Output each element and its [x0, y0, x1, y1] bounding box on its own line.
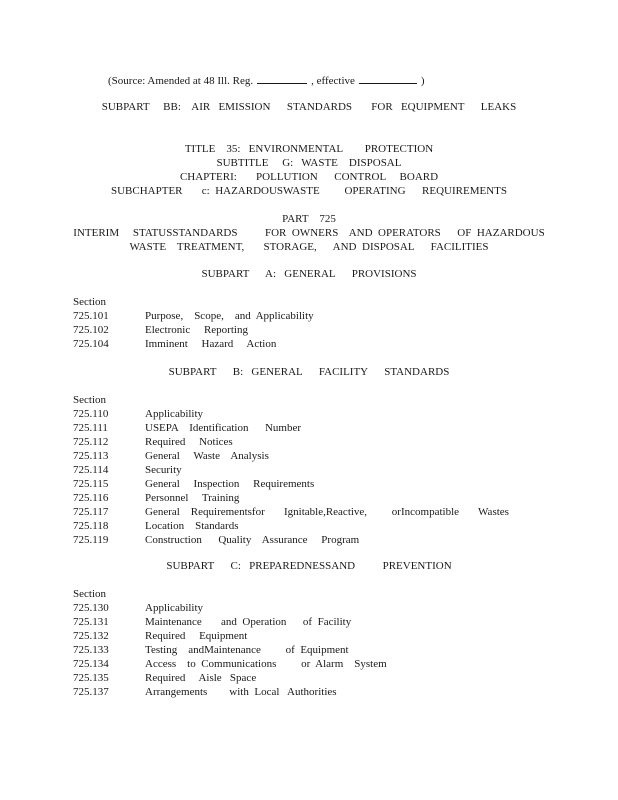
subtitle-line: SUBTITLE G: WASTE DISPOSAL [216, 157, 402, 169]
section-row [73, 671, 533, 685]
subpart-c-section-list [73, 587, 533, 699]
section-title: Required Notices [145, 436, 233, 448]
section-title: USEPA Identification Number [145, 422, 302, 434]
section-title: Imminent Hazard Action [145, 338, 277, 350]
section-title: Applicability [145, 602, 204, 614]
section-row [73, 505, 533, 519]
section-number: 725.116 [73, 492, 109, 504]
section-title: General Waste Analysis [145, 450, 269, 462]
section-number: 725.134 [73, 658, 109, 670]
section-title: Required Equipment [145, 630, 248, 642]
section-number: 725.133 [73, 644, 109, 656]
section-title: Purpose, Scope, and Applicability [145, 310, 314, 322]
section-title: Construction Quality Assurance Program [145, 534, 360, 546]
section-row [73, 519, 533, 533]
section-title: Applicability [145, 408, 204, 420]
section-number: 725.131 [73, 616, 109, 628]
section-label: Section [73, 296, 106, 308]
section-number: 725.117 [73, 506, 109, 518]
section-number: 725.115 [73, 478, 109, 490]
section-number: 725.113 [73, 450, 109, 462]
section-title: Access to Communications or Alarm System [145, 658, 387, 670]
subpart-a-section-list [73, 295, 533, 351]
section-number: 725.137 [73, 686, 109, 698]
section-row [73, 615, 533, 629]
section-number: 725.132 [73, 630, 109, 642]
section-number: 725.118 [73, 520, 109, 532]
section-row [73, 533, 533, 547]
section-title: Location Standards [145, 520, 239, 532]
section-row [73, 309, 533, 323]
section-row [73, 629, 533, 643]
section-title: Required Aisle Space [145, 672, 257, 684]
section-number: 725.104 [73, 338, 109, 350]
subpart-b-section-list [73, 393, 533, 547]
section-row [73, 421, 533, 435]
section-row [73, 643, 533, 657]
part-title-line-1: INTERIM STATUSSTANDARDS FOR OWNERS AND OPERATORS OF HAZARDOUS [73, 227, 545, 239]
source-note-open: (Source: Amended at 48 Ill. Reg. [108, 75, 254, 87]
source-note-effective: , effective [311, 75, 355, 87]
section-number: 725.112 [73, 436, 109, 448]
section-row [73, 449, 533, 463]
part-title-line-2: WASTE TREATMENT, STORAGE, AND DISPOSAL FACILITIES [129, 241, 489, 253]
section-number: 725.101 [73, 310, 109, 322]
section-title: Security [145, 464, 182, 476]
section-title: General Requirementsfor Ignitable,Reactive, orIncompatible Wastes [145, 506, 509, 518]
source-note-close: ) [420, 75, 425, 87]
section-title: Arrangements with Local Authorities [145, 686, 337, 698]
section-number: 725.114 [73, 464, 109, 476]
section-row [73, 407, 533, 421]
subpart-b-heading: SUBPART B: GENERAL FACILITY STANDARDS [168, 366, 450, 378]
section-title: Maintenance and Operation of Facility [145, 616, 352, 628]
section-number: 725.111 [73, 422, 108, 434]
section-row [73, 337, 533, 351]
section-label: Section [73, 394, 106, 406]
section-title: General Inspection Requirements [145, 478, 315, 490]
section-row [73, 601, 533, 615]
section-number: 725.102 [73, 324, 109, 336]
section-row [73, 463, 533, 477]
part-number: PART 725 [282, 213, 336, 225]
amended-date-blank [257, 73, 307, 84]
section-title: Personnel Training [145, 492, 240, 504]
section-title: Electronic Reporting [145, 324, 248, 336]
section-row [73, 477, 533, 491]
section-number: 725.119 [73, 534, 109, 546]
section-row [73, 685, 533, 699]
subpart-bb-heading: SUBPART BB: AIR EMISSION STANDARDS FOR EQUIPMENT LEAKS [101, 101, 517, 113]
section-label: Section [73, 588, 106, 600]
section-number: 725.135 [73, 672, 109, 684]
section-row [73, 435, 533, 449]
effective-date-blank [359, 73, 417, 84]
section-row [73, 657, 533, 671]
section-title: Testing andMaintenance of Equipment [145, 644, 349, 656]
title-line: TITLE 35: ENVIRONMENTAL PROTECTION [184, 143, 434, 155]
section-row [73, 323, 533, 337]
subpart-a-heading: SUBPART A: GENERAL PROVISIONS [201, 268, 417, 280]
section-row [73, 491, 533, 505]
chapter-line: CHAPTERI: POLLUTION CONTROL BOARD [179, 171, 439, 183]
section-number: 725.110 [73, 408, 109, 420]
subpart-c-heading: SUBPART C: PREPAREDNESSAND PREVENTION [166, 560, 452, 572]
source-note [108, 73, 425, 88]
section-number: 725.130 [73, 602, 109, 614]
subchapter-line: SUBCHAPTER c: HAZARDOUSWASTE OPERATING REQUIREMENTS [110, 185, 507, 197]
